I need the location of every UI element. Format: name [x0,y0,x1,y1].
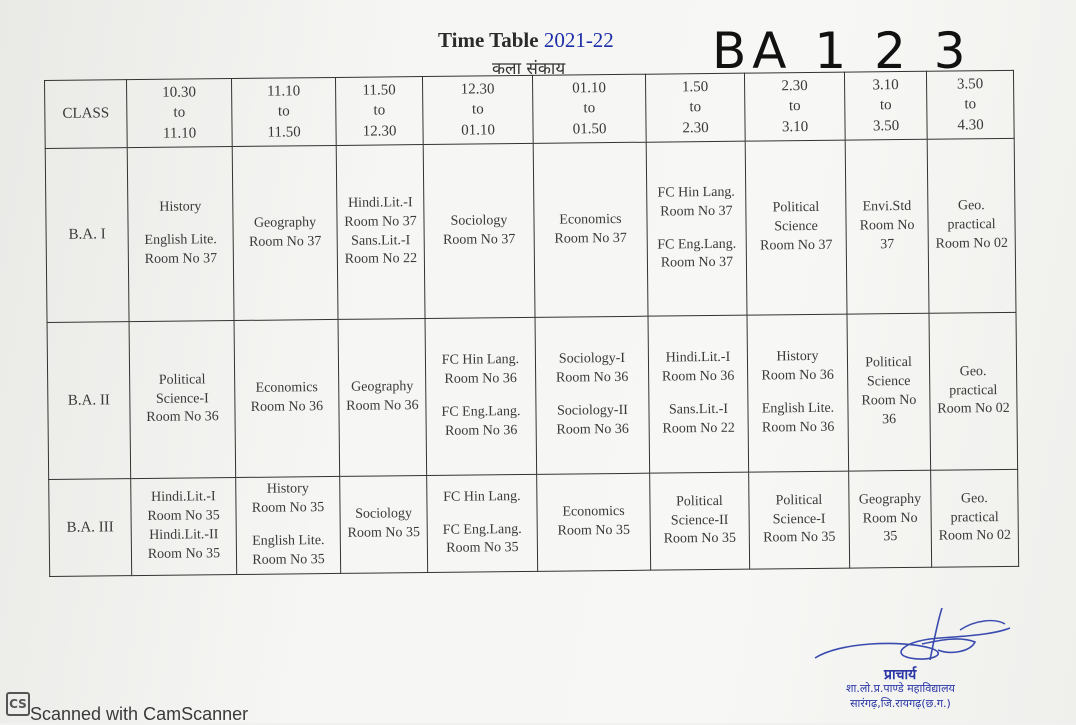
period-cell [537,473,651,571]
class-name: B.A. II [47,322,131,480]
cell-line: Science [866,374,911,390]
cell-line: Political [158,371,206,388]
period-cell [747,314,849,472]
cell-line: Economics [255,380,318,396]
time-slot-to: 4.30 [957,116,984,134]
time-slot-from: 01.10 [572,80,607,97]
cell-line: Room No 37 [248,233,322,250]
cell-line: practical [947,217,996,233]
period-cell [650,472,750,570]
cell-line: Political [772,200,820,216]
cell-line: Sociology-I [558,351,626,367]
period-cell [234,319,340,477]
cell-spacer [130,217,230,232]
cell-line: Room No 36 [146,409,219,426]
cell-line: Room No 02 [937,401,1010,418]
cell-spacer [650,221,744,236]
cell-line: Room No 02 [938,528,1012,545]
time-slot-header [335,77,423,146]
cell-line: FC Eng.Lang. [657,236,737,253]
time-slot-to: 01.10 [461,121,496,139]
cell-line: Geo. [957,198,985,214]
cell-line: Hindi.Lit.-I [347,194,413,211]
cell-line: English Lite. [144,232,217,249]
cell-line: Hindi.Lit.-I [151,489,216,506]
time-slot-from: 12.30 [460,81,495,98]
cell-line: Science-I [772,511,826,527]
cell-line: Geography [858,491,922,508]
time-slot-header [422,75,533,144]
period-cell [931,469,1019,567]
cell-line: Room No 36 [761,419,835,436]
cell-line: Room No 35 [446,540,519,557]
cell-line: Political [676,493,723,510]
time-slot-from: 2.30 [781,78,808,95]
class-name: B.A. I [45,148,129,323]
cell-line: practical [950,509,999,526]
time-slot-from: 10.30 [162,84,197,101]
cell-line: Room No 37 [442,231,516,248]
period-cell [927,138,1016,313]
cell-line: Room No 36 [444,422,518,439]
cell-line: Room No [861,392,917,409]
cell-line: Science-I [155,390,209,407]
period-cell [338,319,427,477]
period-cell [236,476,341,574]
class-row [47,312,1018,479]
time-slot-to: 11.50 [267,123,301,141]
cell-line: Political [775,492,823,509]
timetable [44,70,1019,577]
period-cell [646,141,747,316]
time-slot-to-word: to [788,98,801,115]
cell-line: Room No 37 [554,230,627,247]
period-cell [425,317,537,475]
cell-line: Room No 35 [347,525,421,541]
camscanner-logo: CS [6,692,30,716]
time-slot-to-word: to [471,101,484,118]
cell-line: FC Hin Lang. [443,488,521,505]
cell-line: History [159,199,202,215]
cell-line: Room No 37 [660,255,734,271]
time-slot-to: 2.30 [682,119,709,136]
cell-line: FC Hin Lang. [657,184,735,201]
cell-line: FC Hin Lang. [441,352,520,369]
handwritten-class-label: BA 1 2 3 [712,22,972,80]
cell-line: Room No 37 [760,237,833,254]
class-row [45,138,1016,322]
period-cell [533,142,648,317]
period-cell [929,312,1018,470]
period-cell [340,476,428,574]
cell-spacer [651,387,745,402]
time-slot-from: 3.50 [956,76,984,93]
time-slot-from: 11.10 [266,83,301,100]
cell-line: Room No [862,510,918,526]
time-slot-to-word: to [689,99,702,116]
period-cell [423,143,535,318]
time-slot-to: 11.10 [162,125,197,142]
title-prefix: Time Table [438,28,544,52]
cell-line: English Lite. [761,400,835,417]
period-cell [648,315,749,473]
period-cell [336,145,425,320]
cell-line: Economics [562,504,625,520]
cell-line: Geo. [960,490,988,507]
class-name: B.A. III [49,479,132,577]
cell-line: Sans.Lit.-I [351,232,411,249]
cell-line: Room No 22 [662,420,735,437]
camscanner-footer: Scanned with CamScanner [30,704,249,724]
cell-line: Room No 35 [251,500,325,516]
cell-line: Sociology [355,506,413,522]
cell-line: Room No 36 [444,371,517,387]
cell-line: Room No 35 [147,508,220,525]
cell-line: Room No 37 [344,213,417,230]
cell-line: Science [774,218,818,235]
period-cell [232,145,338,320]
cell-spacer [239,518,338,533]
page-title [438,28,614,53]
cell-line: Room No 35 [557,522,630,539]
cell-line: Room No 36 [250,399,324,415]
cell-line: Room No 37 [144,251,218,267]
cell-spacer [538,388,646,403]
period-cell [749,471,850,569]
cell-spacer [750,386,845,401]
cell-line: Room No 37 [660,203,733,220]
cell-line: Geography [351,379,414,395]
cell-line: FC Eng.Lang. [441,404,521,420]
cell-line: 37 [880,237,895,253]
time-slot-from: 3.10 [872,77,899,94]
principal-stamp-title: प्राचार्य [884,667,917,683]
cell-line: Sans.Lit.-I [668,401,729,418]
cell-line: Sociology [450,212,508,229]
cell-line: Hindi.Lit.-II [149,527,219,543]
cell-line: History [776,349,819,365]
cell-line: FC Eng.Lang. [442,521,522,538]
period-cell [127,147,234,322]
cell-line: Sociology-II [557,402,628,419]
cell-line: 35 [883,529,898,545]
cell-line: Geography [253,214,317,231]
cell-line: Room No [859,217,915,234]
time-slot-from: 1.50 [681,79,709,96]
period-cell [535,316,650,474]
time-slot-to-word: to [277,103,290,120]
period-cell [129,321,236,479]
period-cell [131,478,237,576]
title-year: 2021-22 [543,28,614,52]
cell-spacer [428,389,533,404]
period-cell [847,313,931,471]
time-slot-to-word: to [879,97,892,114]
cell-line: 36 [882,411,897,428]
time-slot-header [744,72,845,141]
cell-line: History [266,481,309,497]
time-slot-to: 3.50 [872,117,900,134]
time-slot-header [844,71,927,140]
time-slot-header [127,79,233,148]
cell-line: Room No 35 [663,531,737,547]
time-slot-to: 3.10 [781,118,809,135]
cell-line: Economics [559,211,622,228]
cell-line: Geo. [959,363,987,380]
cell-line: Room No 35 [147,546,221,562]
time-slot-to: 12.30 [362,122,397,140]
time-slot-to-word: to [373,102,386,119]
cell-line: Room No 36 [661,368,735,385]
cell-line: practical [949,382,998,399]
time-slot-header [645,73,745,142]
college-stamp-line1: शा.लो.प्र.पाण्डे महाविद्यालय [846,682,955,695]
time-slot-header [532,74,646,143]
cell-line: Room No 36 [346,398,419,414]
period-cell [849,470,932,568]
period-cell [427,474,538,572]
time-slot-to: 01.50 [572,120,607,138]
time-slot-header [231,77,336,146]
time-slot-to-word: to [583,100,596,117]
cell-line: Room No 35 [763,530,836,546]
cell-line: Room No 22 [344,251,418,268]
college-stamp-line2: सारंगढ़,जि.रायगढ़(छ.ग.) [850,696,951,710]
cell-line: Hindi.Lit.-I [665,350,731,366]
cell-line: Room No 02 [935,235,1009,252]
cell-line: Room No 35 [252,551,325,568]
class-header: CLASS [45,80,128,149]
time-slot-from: 11.50 [362,82,396,99]
cell-spacer [429,506,534,521]
time-slot-to-word: to [173,104,186,122]
period-cell [845,139,929,314]
cell-line: Room No 36 [761,367,834,384]
class-row [49,469,1019,576]
cell-line: Science-II [670,512,729,529]
cell-line: Political [865,355,912,371]
cell-line: Envi.Std [862,199,912,215]
time-slot-header [926,70,1014,139]
signature-mark [810,600,1030,680]
cell-line: English Lite. [252,533,325,549]
cell-line: Room No 36 [555,370,629,386]
period-cell [745,140,847,315]
faculty-subtitle: कला संकाय [492,59,566,79]
time-slot-to-word: to [964,96,977,113]
cell-line: Room No 36 [556,421,629,438]
header-row [45,70,1015,148]
college-stamp [846,682,955,712]
